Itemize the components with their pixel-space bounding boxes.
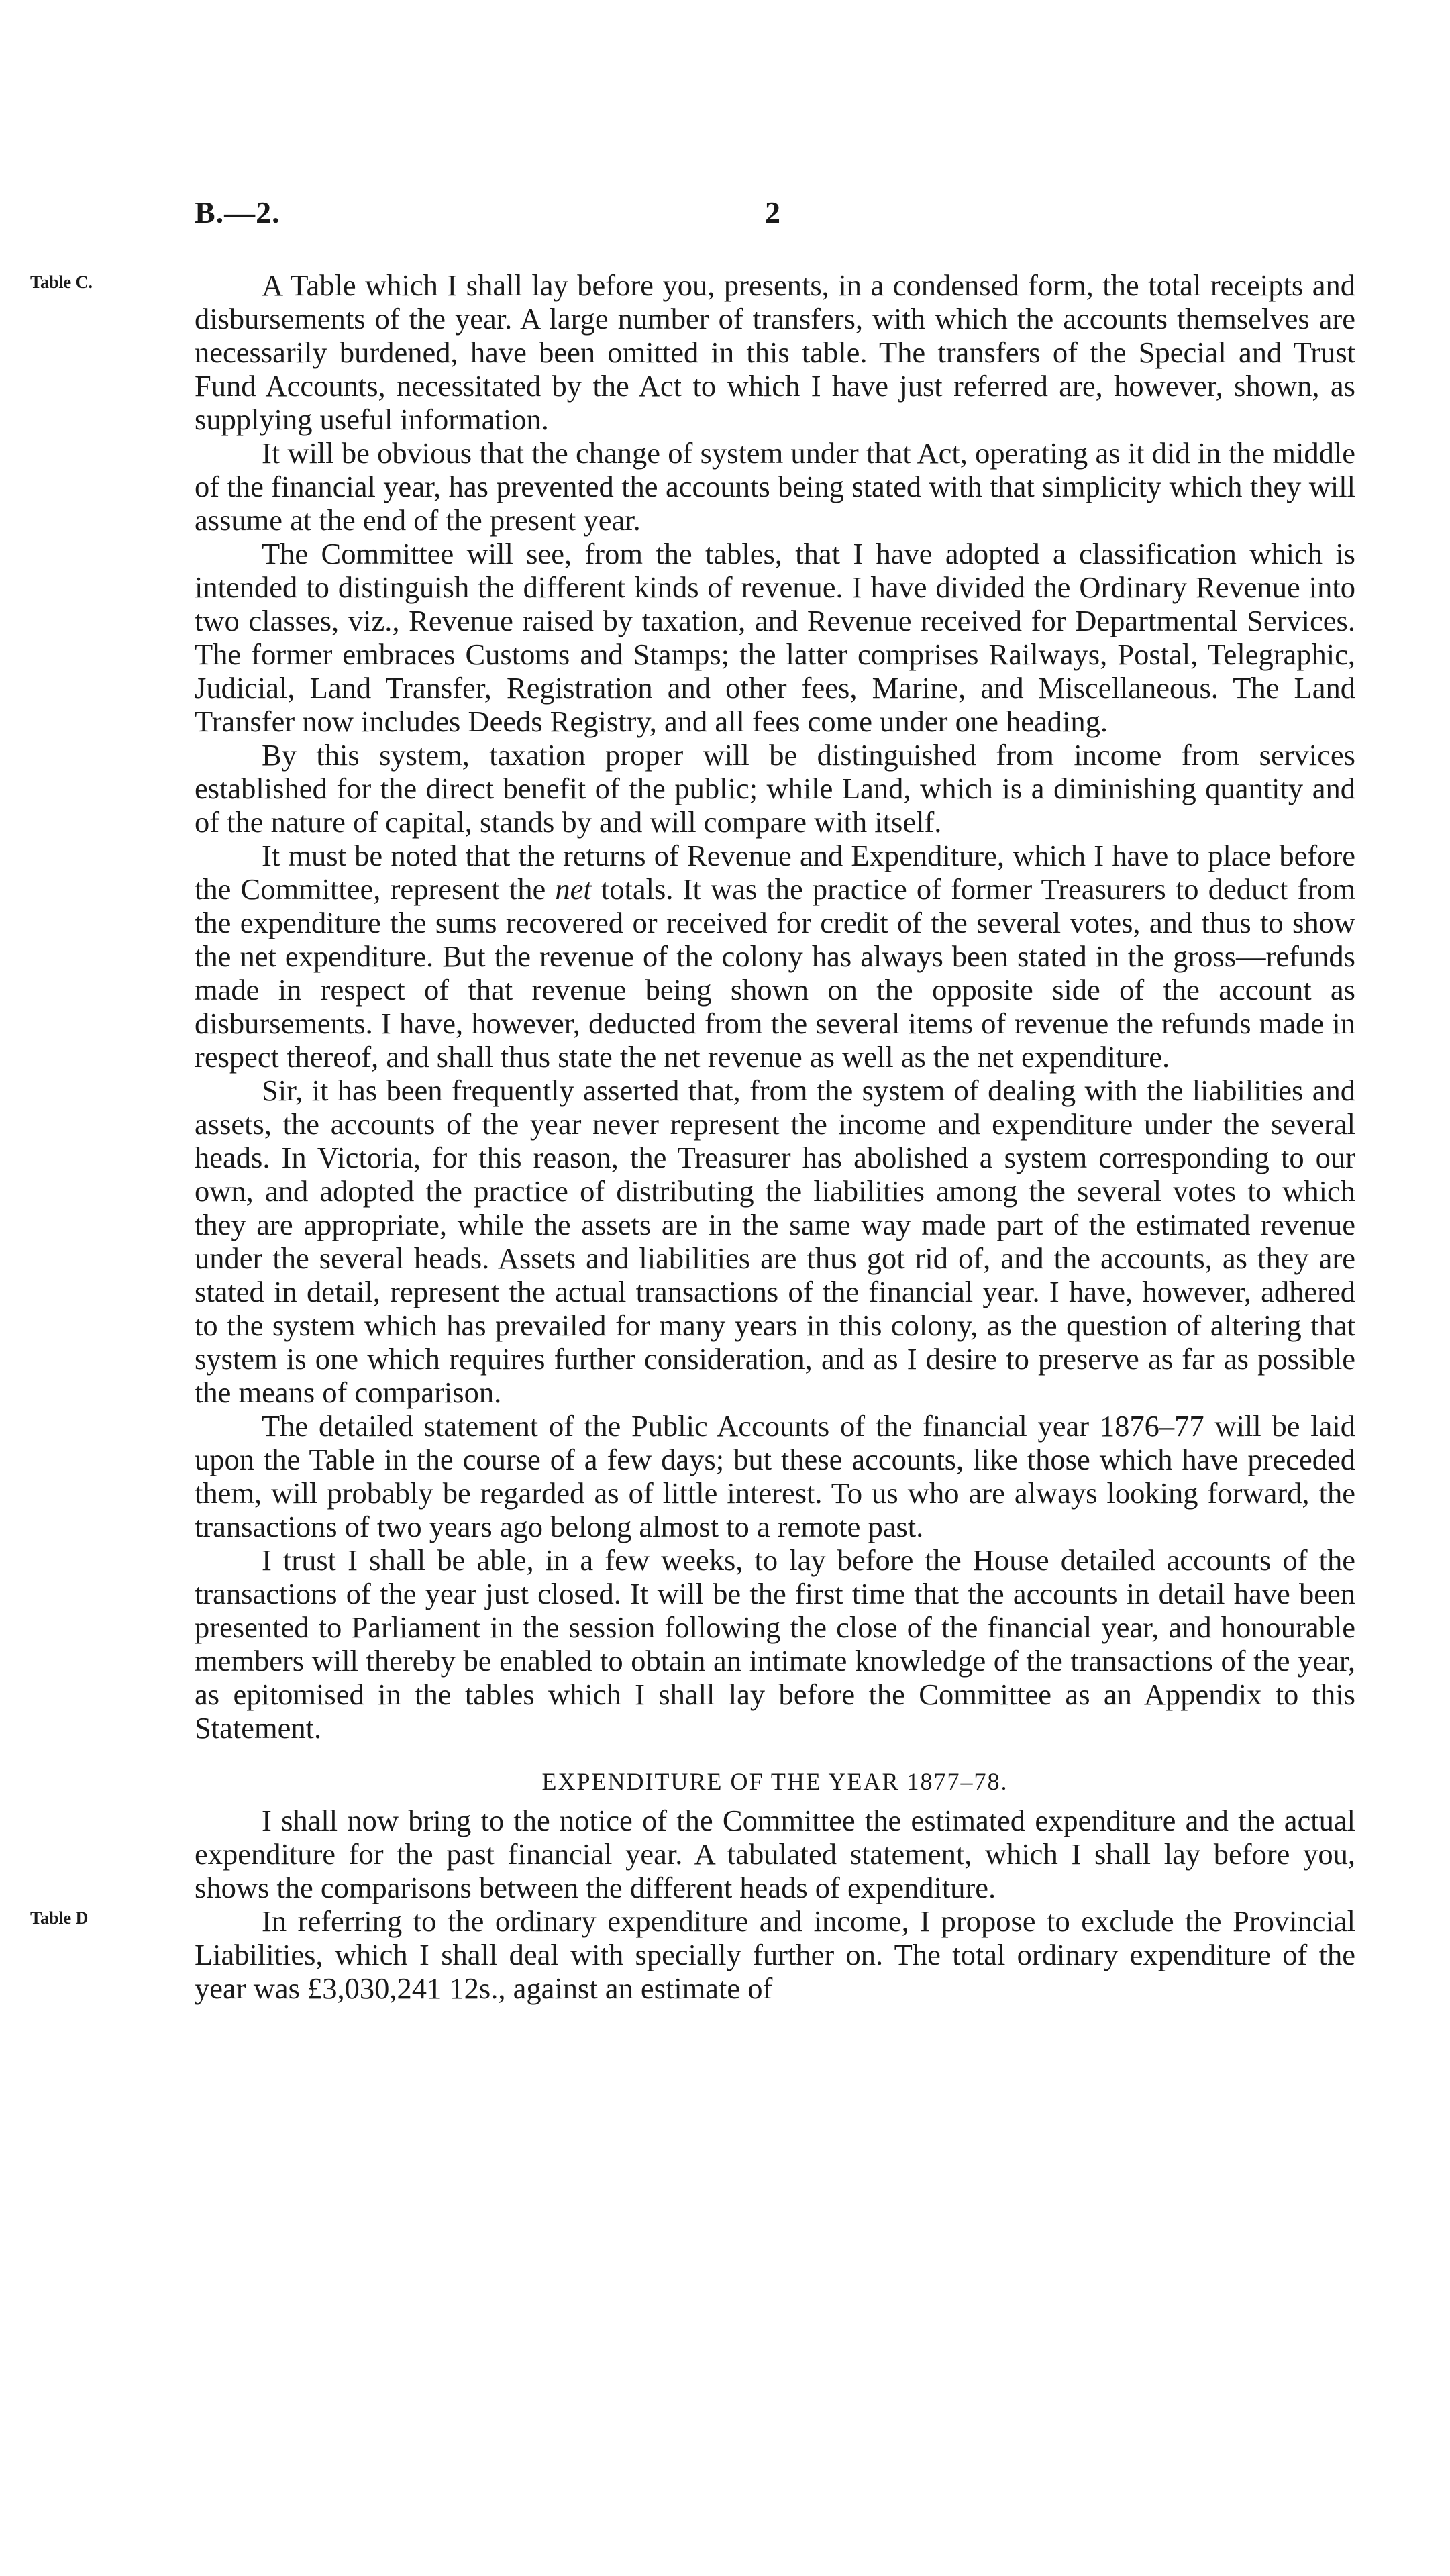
section-heading: EXPENDITURE OF THE YEAR 1877–78. [541,1768,1008,1795]
paragraph [195,1543,1355,1745]
paragraph-text: The detailed statement of the Public Accounts of the financial year 1876–77 will be laid upon the Table in the course of a few days; but these accounts, like those which have preceded them, will probably be regarded as of little interest. To us who are always looking forward, the transactions of two years ago belong almost to a remote past. [195,1409,1355,1543]
page-number: 2 [765,195,780,229]
page-header [195,195,1349,242]
paragraph-text: I trust I shall be able, in a few weeks, to lay before the House detailed accounts of the transactions of the year just closed. It will be the first time that the accounts in detail have been presented to Parliament in the session following the close of the financial year, and honourable members will thereby be enabled to obtain an intimate knowledge of the transactions of the year, as epitomised in the tables which I shall lay before the Committee as an Appendix to this Statement. [195,1543,1355,1745]
paragraph-text: totals. It was the practice of former Treasurers to deduct from the expenditure the sums recovered or received for credit of the several votes, and thus to show the net expenditure. But the revenue of the colony has always been stated in the gross—refunds made in respect of that revenue being shown on the opposite side of the account as disbursements. I have, however, deducted from the several items of revenue the refunds made in respect thereof, and shall thus state the net revenue as well as the net expenditure. [195,872,1355,1074]
margin-note-table-c: Table C. [30,272,93,292]
paragraph-text: It will be obvious that the change of system under that Act, operating as it did in the middle of the financial year, has prevented the accounts being stated with that simplicity which they will assume at the end of the present year. [195,436,1355,537]
paragraph-text: Sir, it has been frequently asserted that, from the system of dealing with the liabilities and assets, the accounts of the year never represent the income and expenditure under the several heads. In Victoria, for this reason, the Treasurer has abolished a system corresponding to our own, and adopted the practice of distributing the liabilities among the several votes to which they are appropriate, while the assets are in the same way made part of the estimated revenue under the several heads. Assets and liabilities are thus got rid of, and the accounts, as they are stated in detail, represent the actual transactions of the financial year. I have, however, adhered to the system which has prevailed for many years in this colony, as the question of altering that system is one which requires further consideration, and as I desire to preserve as far as possible the means of comparison. [195,1074,1355,1409]
paragraph-text: I shall now bring to the notice of the Committee the estimated expenditure and the actual expenditure for the past financial year. A tabulated statement, which I shall lay before you, shows the comparisons between the different heads of expenditure. [195,1804,1355,1904]
document-code: B.—2. [195,195,280,229]
paragraph-table-d [30,1904,1355,2005]
paragraph [195,1804,1355,1904]
margin-note-table-d: Table D [30,1908,89,1928]
paragraph [195,436,1355,537]
paragraph [195,1074,1355,1409]
paragraph [195,1409,1355,1543]
body-text [30,268,1355,2005]
paragraph-text: In referring to the ordinary expenditure and income, I propose to exclude the Provincial Liabilities, which I shall deal with specially further on. The total ordinary expenditure of the year was £3,030,241 12s., against an estimate of [195,1904,1355,2005]
paragraph [195,738,1355,839]
paragraph-text: By this system, taxation proper will be distinguished from income from services established for the direct benefit of the public; while Land, which is a diminishing quantity and of the nature of capital, stands by and will compare with itself. [195,738,1355,839]
paragraph [195,537,1355,738]
paragraph-text: A Table which I shall lay before you, presents, in a condensed form, the total receipts and disbursements of the year. A large number of transfers, with which the accounts themselves are necessarily burdened, have been omitted in this table. The transfers of the Special and Trust Fund Accounts, necessitated by the Act to which I have just referred are, however, shown, as supplying useful information. [195,268,1355,436]
paragraph-text: It must be noted that the returns of Revenue and Expenditure, which I have to place before the Committee, represent the [195,839,1355,906]
paragraph-net-totals [195,839,1355,1074]
emphasis-net: net [555,872,592,906]
paragraph-table-c [30,268,1355,436]
paragraph-text: The Committee will see, from the tables, that I have adopted a classification which is intended to distinguish the different kinds of revenue. I have divided the Ordinary Revenue into two classes, viz., Revenue raised by taxation, and Revenue received for Departmental Services. The former embraces Customs and Stamps; the latter comprises Railways, Postal, Telegraphic, Judicial, Land Transfer, Registration and other fees, Marine, and Miscellaneous. The Land Transfer now includes Deeds Registry, and all fees come under one heading. [195,537,1355,738]
